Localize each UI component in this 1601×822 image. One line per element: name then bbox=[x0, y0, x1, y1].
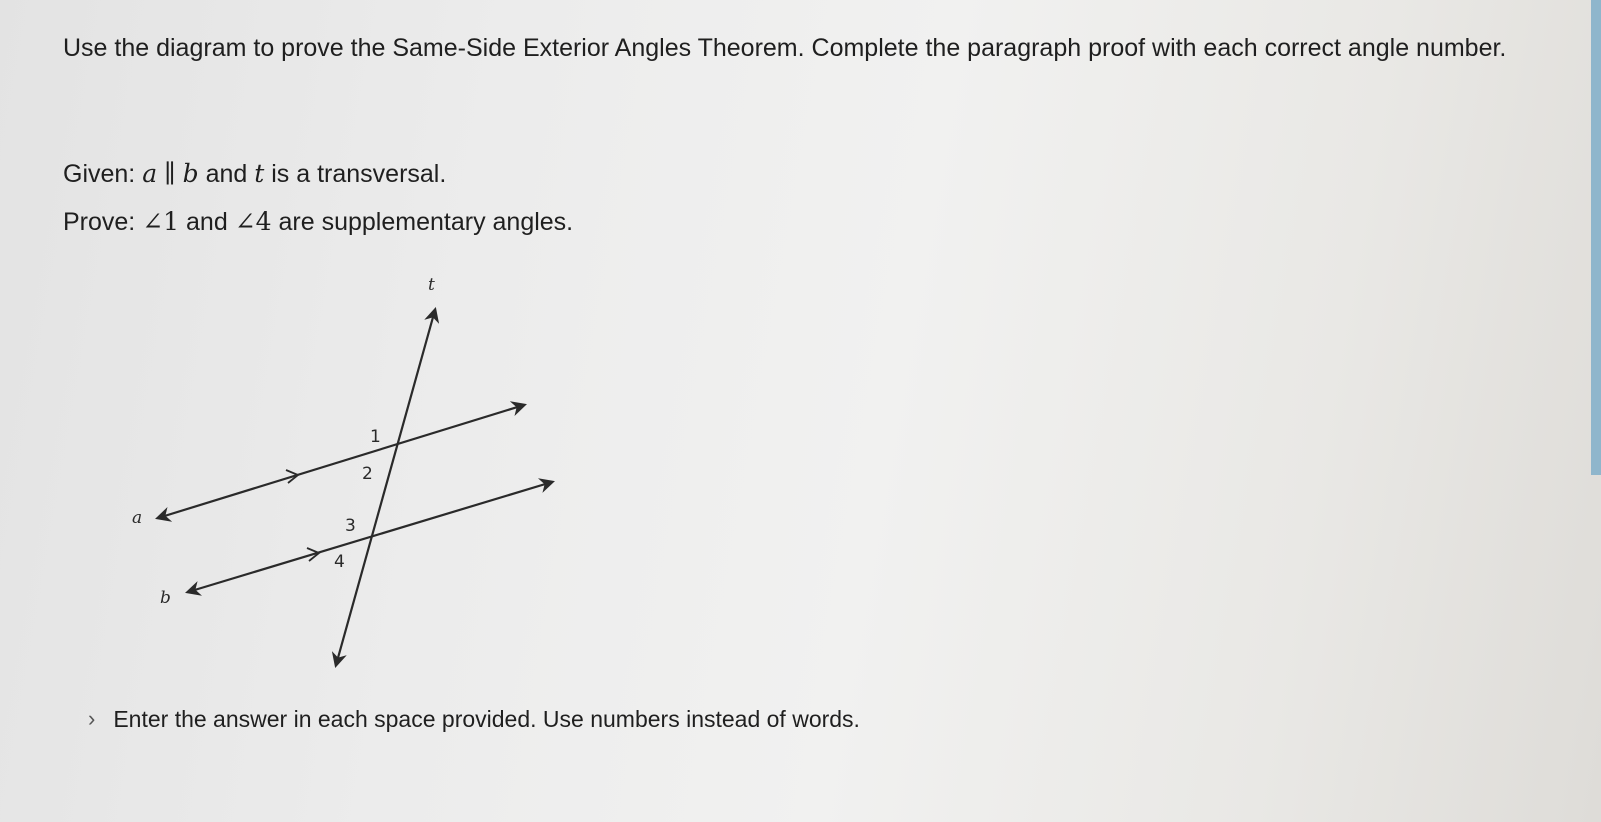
given-label: Given: bbox=[63, 160, 136, 188]
line-a bbox=[158, 405, 524, 518]
chevron-right-icon[interactable]: › bbox=[88, 706, 96, 731]
instruction-toggle[interactable] bbox=[88, 704, 860, 734]
parallel-symbol: ∥ bbox=[164, 159, 176, 188]
prove-angle-4: ∠4 bbox=[234, 207, 272, 236]
label-t: t bbox=[428, 275, 435, 295]
label-b: b bbox=[160, 588, 171, 608]
given-and: and bbox=[205, 160, 248, 188]
prove-rest: are supplementary angles. bbox=[278, 208, 574, 236]
label-a: a bbox=[132, 508, 143, 528]
prove-statement bbox=[63, 206, 573, 238]
angle-label-3: 3 bbox=[345, 516, 356, 536]
prove-angle-1: ∠1 bbox=[142, 207, 180, 236]
question-text: Use the diagram to prove the Same-Side Exterior Angles Theorem. Complete the paragraph proof with each correct angle number. bbox=[63, 34, 1507, 62]
given-statement bbox=[63, 158, 446, 190]
angle-label-2: 2 bbox=[362, 464, 373, 484]
angle-label-4: 4 bbox=[334, 552, 345, 572]
transversal-t bbox=[336, 310, 435, 665]
prove-and: and bbox=[186, 208, 228, 236]
given-rest: is a transversal. bbox=[271, 160, 447, 188]
side-accent-bar bbox=[1591, 0, 1601, 475]
given-line-a: a bbox=[142, 159, 158, 188]
line-b bbox=[188, 482, 552, 592]
given-line-t: t bbox=[254, 159, 265, 188]
angle-label-1: 1 bbox=[370, 427, 381, 447]
instruction-text: Enter the answer in each space provided. Use numbers instead of words. bbox=[113, 706, 860, 732]
prove-label: Prove: bbox=[63, 208, 136, 236]
parallel-lines-diagram bbox=[110, 265, 580, 690]
given-line-b: b bbox=[182, 159, 199, 188]
